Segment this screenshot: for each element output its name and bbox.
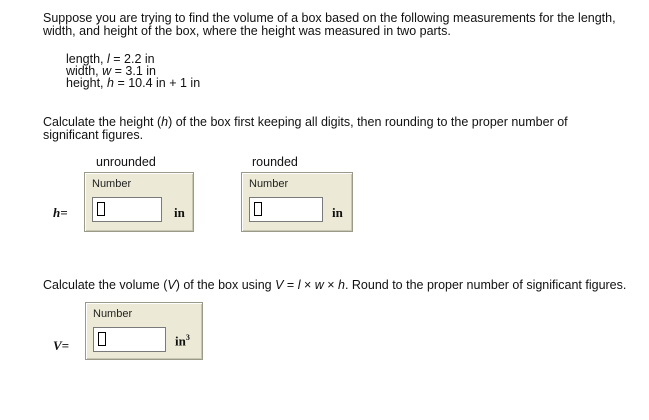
unit-label: in bbox=[332, 205, 343, 220]
height-row-label: h= bbox=[53, 205, 68, 220]
unit-label: in bbox=[174, 205, 185, 220]
text-cursor-icon bbox=[97, 202, 105, 216]
text-cursor-icon bbox=[98, 332, 106, 346]
unrounded-column-label: unrounded bbox=[96, 155, 156, 169]
volume-row-label: V= bbox=[53, 338, 70, 353]
unit-exponent: 3 bbox=[185, 333, 190, 342]
intro-line-2: width, and height of the box, where the height was measured in two parts. bbox=[43, 24, 451, 38]
unrounded-height-input[interactable] bbox=[92, 197, 162, 222]
number-label: Number bbox=[92, 178, 132, 190]
measurement-width: width, w = 3.1 in bbox=[66, 64, 156, 78]
height-question-line-2: significant figures. bbox=[43, 128, 144, 142]
number-label: Number bbox=[93, 308, 133, 320]
measurements-list bbox=[66, 53, 200, 89]
height-question bbox=[43, 116, 568, 142]
rounded-height-answer-box bbox=[241, 172, 353, 232]
height-question-line-1: Calculate the height (h) of the box first keeping all digits, then rounding to the proper number of bbox=[43, 115, 568, 129]
volume-unit-label: $in^3$ bbox=[175, 333, 190, 349]
rounded-height-input[interactable] bbox=[249, 197, 323, 222]
rounded-column-label: rounded bbox=[252, 155, 298, 169]
measurement-height: height, h = 10.4 in + 1 in bbox=[66, 76, 201, 90]
unrounded-height-answer-box bbox=[84, 172, 194, 232]
intro-text bbox=[43, 12, 616, 38]
measurement-length: length, l = 2.2 in bbox=[66, 52, 155, 66]
volume-answer-box bbox=[85, 302, 203, 360]
number-label: Number bbox=[249, 178, 289, 190]
volume-question: Calculate the volume (V) of the box using V = l × w × h. Round to the proper number of significant figures. bbox=[43, 278, 627, 292]
intro-line-1: Suppose you are trying to find the volume of a box based on the following measurements for the length, bbox=[43, 11, 616, 25]
volume-input[interactable] bbox=[93, 327, 166, 352]
text-cursor-icon bbox=[254, 202, 262, 216]
